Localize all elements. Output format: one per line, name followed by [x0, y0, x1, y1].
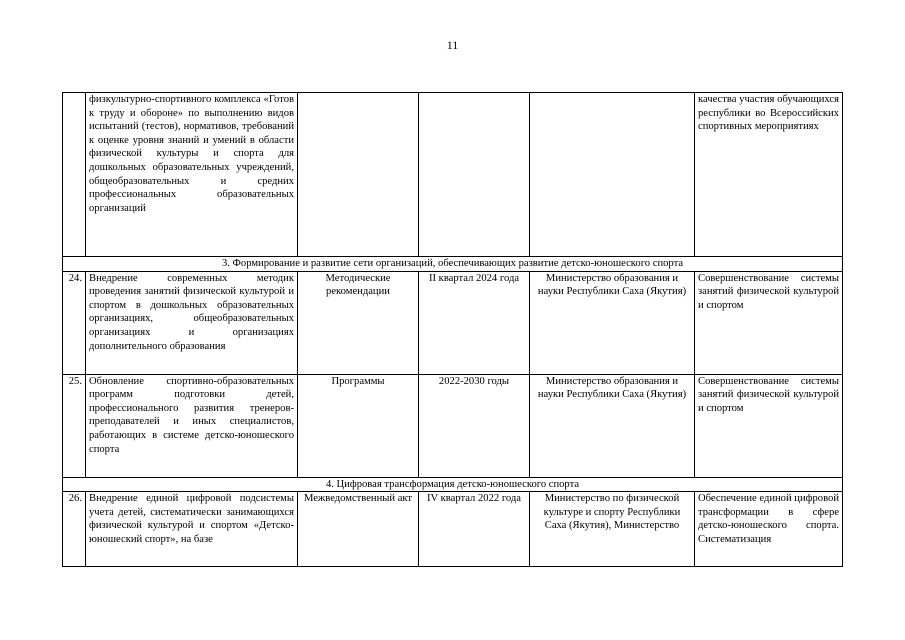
expected-result-cell: Совершенствование системы занятий физической культурой и спортом	[695, 374, 843, 477]
table-row	[63, 374, 843, 477]
result-type-cell: Межведомственный акт	[298, 492, 419, 567]
measure-cell: Внедрение современных методик проведения занятий физической культурой и спортом в дошкольных образовательных организациях, общеобразовательных организациях и организациях дополнительного образования	[86, 271, 298, 374]
deadline-cell: IV квартал 2022 года	[419, 492, 530, 567]
result-type-cell: Программы	[298, 374, 419, 477]
deadline-cell	[419, 93, 530, 257]
table-row	[63, 93, 843, 257]
measure-cell: физкультурно-спортивного комплекса «Готов к труду и обороне» по выполнению видов испытаний (тестов), нормативов, требований к оценке уровня знаний и умений в области физической культуры и спорта для дошкольных образовательных учреждений, общеобразовательных и средних профессиональных образовательных организаций	[86, 93, 298, 257]
executor-cell	[530, 93, 695, 257]
row-number: 25.	[63, 374, 86, 477]
measure-cell: Внедрение единой цифровой подсистемы учета детей, систематически занимающихся физической культурой и спортом «Детско-юношеский спорт», на базе	[86, 492, 298, 567]
measures-table	[62, 92, 843, 567]
executor-cell: Министерство образования и науки Республики Саха (Якутия)	[530, 374, 695, 477]
expected-result-cell: Обеспечение единой цифровой трансформации в сфере детско-юношеского спорта. Систематизация	[695, 492, 843, 567]
section-header-row	[63, 477, 843, 492]
expected-result-cell: качества участия обучающихся республики во Всероссийских спортивных мероприятиях	[695, 93, 843, 257]
section-header-row	[63, 257, 843, 272]
page-number: 11	[446, 38, 459, 52]
section-title: 4. Цифровая трансформация детско-юношеского спорта	[63, 477, 843, 492]
measure-cell: Обновление спортивно-образовательных программ подготовки детей, профессионального развития тренеров-преподавателей и иных специалистов, работающих в системе детско-юношеского спорта	[86, 374, 298, 477]
table-row	[63, 492, 843, 567]
table-row	[63, 271, 843, 374]
result-type-cell: Методические рекомендации	[298, 271, 419, 374]
executor-cell: Министерство по физической культуре и спорту Республики Саха (Якутия), Министерство	[530, 492, 695, 567]
row-number: 24.	[63, 271, 86, 374]
row-number: 26.	[63, 492, 86, 567]
result-type-cell	[298, 93, 419, 257]
section-title: 3. Формирование и развитие сети организаций, обеспечивающих развитие детско-юношеского спорта	[63, 257, 843, 272]
executor-cell: Министерство образования и науки Республики Саха (Якутия)	[530, 271, 695, 374]
deadline-cell: II квартал 2024 года	[419, 271, 530, 374]
deadline-cell: 2022-2030 годы	[419, 374, 530, 477]
row-number	[63, 93, 86, 257]
expected-result-cell: Совершенствование системы занятий физической культурой и спортом	[695, 271, 843, 374]
